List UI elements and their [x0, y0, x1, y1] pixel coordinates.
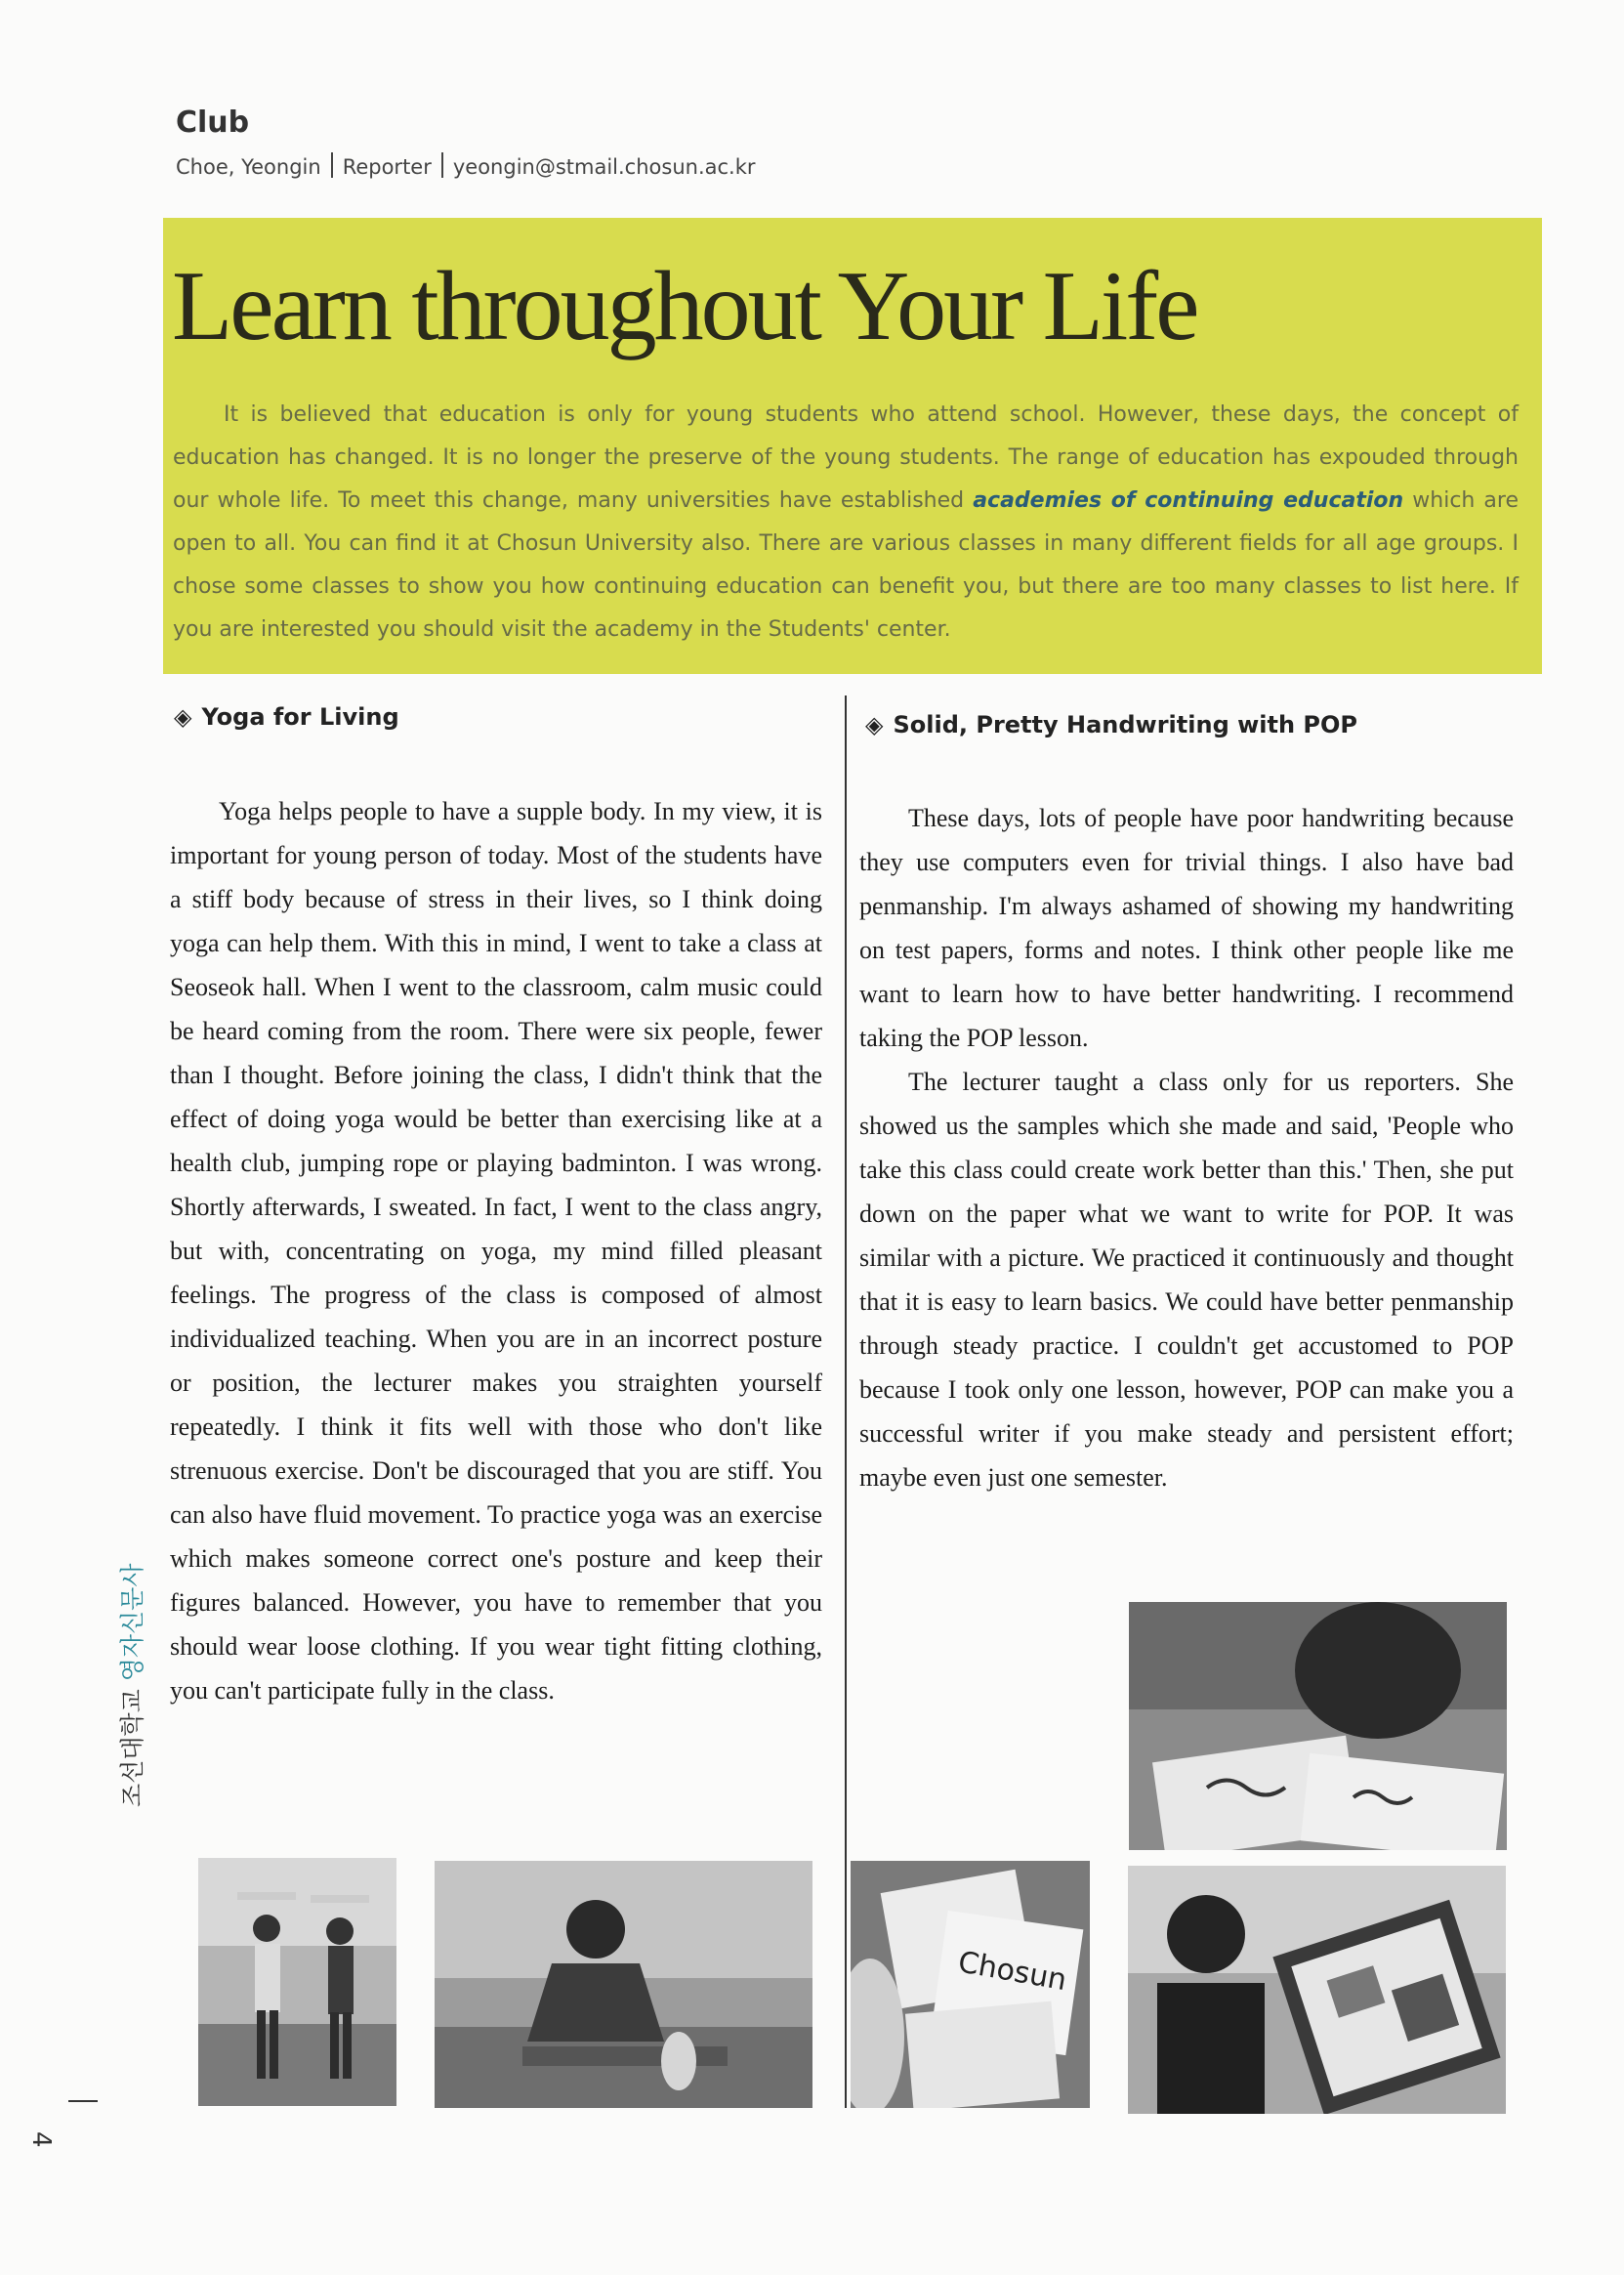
pop-samples-image: [851, 1861, 1090, 2108]
intro-text-end: which are open to all. You can find it at Chosun University also. There are various classes in many different fields for all age groups. I chose some classes to show you how continuing education can benefit you, but there are too many classes to list here. If you are interested you should visit the academy in the Students' center.: [173, 488, 1520, 642]
svg-text:Chosun: Chosun: [955, 1945, 1069, 1999]
yoga-stretch-image: [198, 1858, 396, 2106]
author-name: Choe, Yeongin: [176, 155, 321, 179]
byline: [176, 152, 756, 179]
pop-display-image: [1128, 1866, 1506, 2114]
yoga-article-body: [170, 789, 822, 1712]
intro-text-start: It is believed that education is only for young students who attend school. However, these days, the concept of education has changed. It is no longer the preserve of the young students. The range of education has expouded through our whole life. To meet this change, many universities have established: [173, 402, 1519, 513]
page-number: 4: [26, 2131, 56, 2148]
university-name: 조선대학교: [118, 1689, 146, 1807]
diamond-icon: ◈: [865, 711, 884, 738]
pop-article-body: [859, 796, 1514, 1499]
diamond-icon: ◈: [174, 703, 192, 731]
author-role: Reporter: [342, 155, 432, 179]
pop-writing-photo: [1129, 1602, 1507, 1850]
pop-heading-text: Solid, Pretty Handwriting with POP: [893, 711, 1357, 738]
folio-rule: [68, 2100, 98, 2102]
yoga-paragraph: Yoga helps people to have a supple body. In my view, it is important for young person of today. Most of the students have a stiff body because of stress in their lives, so I think doing yoga can help them. With this in mind, I went to take a class at Seoseok hall. When I went to the classroom, calm music could be heard coming from the room. There were six people, fewer than I thought. Before joining the class, I didn't think that the effect of doing yoga would be better than exercising like at a health club, jumping rope or playing badminton. I was wrong. Shortly afterwards, I sweated. In fact, I went to the class angry, but with, concentrating on yoga, my mind filled pleasant feelings. The progress of the class is composed of almost individualized teaching. When you are in an incorrect posture or position, the lecturer makes you straighten yourself repeatedly. I think it fits well with those who don't like strenuous exercise. Don't be discouraged that you are stiff. You can also have fluid movement. To practice yoga was an exercise which makes someone correct one's posture and keep their figures balanced. However, you have to remember that you should wear loose clothing. If you wear tight fitting clothing, you can't participate fully in the class.: [170, 797, 822, 1705]
pop-paragraph: These days, lots of people have poor handwriting because they use computers even for trivial things. I also have bad penmanship. I'm always ashamed of showing my handwriting on test papers, forms and notes. I think other people like me want to learn how to have better handwriting. I recommend taking the POP lesson.: [859, 804, 1514, 1052]
intro-highlight: academies of continuing education: [973, 488, 1404, 513]
publication-title: 영자신문사: [118, 1563, 146, 1682]
pop-writing-image: [1129, 1602, 1507, 1850]
yoga-seated-photo: [435, 1861, 812, 2108]
byline-divider: [441, 152, 443, 178]
pop-display-photo: [1128, 1866, 1506, 2114]
yoga-stretch-photo: [198, 1858, 396, 2106]
section-label: Club: [176, 105, 250, 140]
pop-samples-photo: [851, 1861, 1090, 2108]
byline-divider: [331, 152, 333, 178]
yoga-seated-image: [435, 1861, 812, 2108]
pop-heading: [865, 711, 1357, 738]
publication-name: [113, 1564, 148, 1807]
intro-paragraph: [173, 394, 1519, 652]
author-email[interactable]: yeongin@stmail.chosun.ac.kr: [452, 155, 756, 179]
yoga-heading-text: Yoga for Living: [201, 703, 399, 731]
yoga-heading: [174, 703, 399, 731]
pop-paragraph: The lecturer taught a class only for us reporters. She showed us the samples which she made and said, 'People who take this class could create work better than this.' Then, she put down on the paper what we want to write for POP. It was similar with a picture. We practiced it continuously and thought that it is easy to learn basics. We could have better penmanship through steady practice. I couldn't get accustomed to POP because I took only one lesson, however, POP can make you a successful writer if you make steady and persistent effort; maybe even just one semester.: [859, 1068, 1514, 1492]
article-title: Learn throughout Your Life: [172, 251, 1197, 361]
column-divider: [845, 695, 847, 2108]
